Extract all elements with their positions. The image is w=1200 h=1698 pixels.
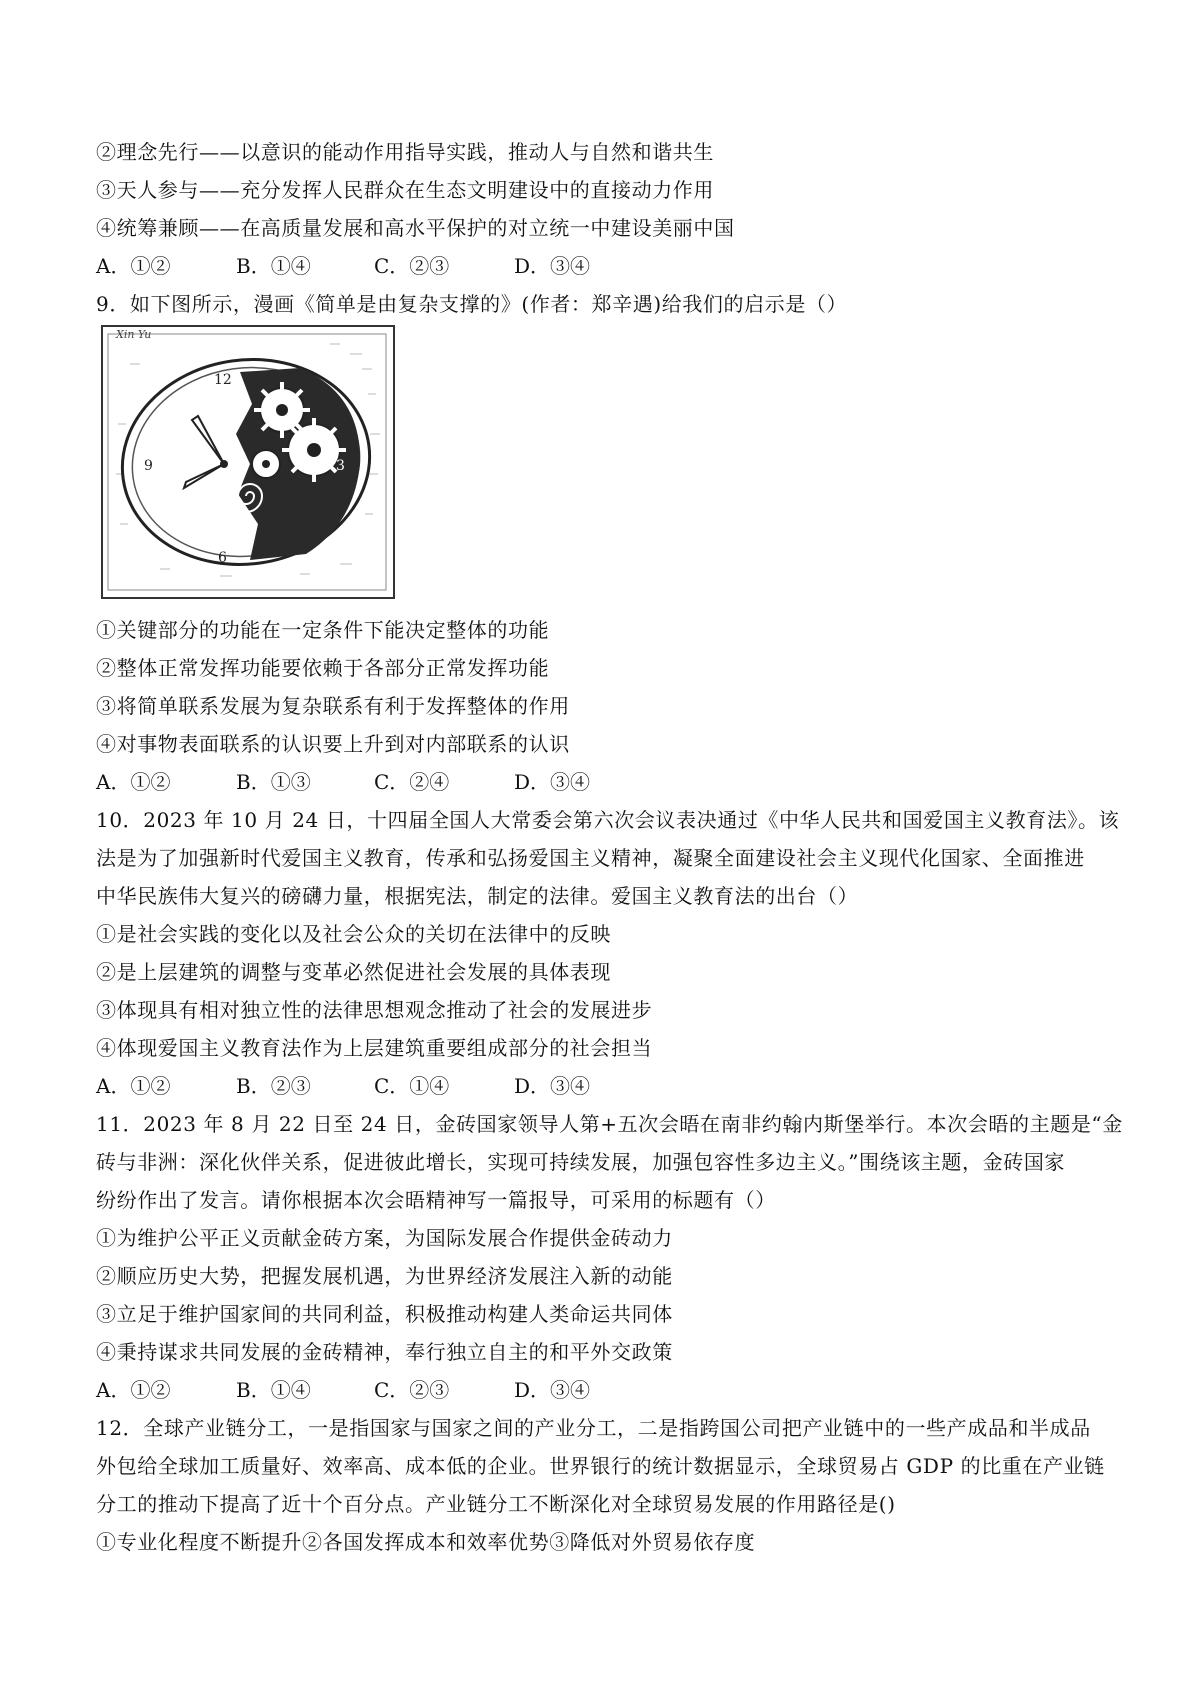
q11-item-4: ④秉持谋求共同发展的金砖精神，奉行独立自主的和平外交政策 [96,1340,673,1364]
clock-numeral-3: 3 [336,458,345,474]
clock-numeral-9: 9 [144,458,153,474]
q11-option-c: C．②③ [374,1378,450,1402]
q12-stem-line-1: 12．全球产业链分工，一是指国家与国家之间的产业分工，二是指跨国公司把产业链中的一些产成品和半成品 [96,1416,1091,1440]
clock-gears-cartoon [100,324,398,602]
q8-item-4: ④统筹兼顾——在高质量发展和高水平保护的对立统一中建设美丽中国 [96,216,735,240]
q10-stem-line-2: 法是为了加强新时代爱国主义教育，传承和弘扬爱国主义精神，凝聚全面建设社会主义现代化国家、全面推进 [96,846,1085,870]
q10-item-2: ②是上层建筑的调整与变革必然促进社会发展的具体表现 [96,960,611,984]
q11-item-1: ①为维护公平正义贡献金砖方案，为国际发展合作提供金砖动力 [96,1226,673,1250]
q11-item-2: ②顺应历史大势，把握发展机遇，为世界经济发展注入新的动能 [96,1264,673,1288]
q10-option-b: B．②③ [236,1074,311,1098]
q9-item-1: ①关键部分的功能在一定条件下能决定整体的功能 [96,618,550,642]
q10-option-a: A．①② [96,1074,171,1098]
q10-stem-line-1: 10．2023 年 10 月 24 日，十四届全国人大常委会第六次会议表决通过《中华人民共和国爱国主义教育法》。该 [96,808,1120,832]
q12-stem-line-2: 外包给全球加工质量好、效率高、成本低的企业。世界银行的统计数据显示，全球贸易占 GDP 的比重在产业链 [96,1454,1105,1478]
clock-cartoon-icon [100,324,398,602]
q10-item-3: ③体现具有相对独立性的法律思想观念推动了社会的发展进步 [96,998,653,1022]
q9-option-d: D．③④ [514,770,591,794]
q11-option-d: D．③④ [514,1378,591,1402]
q11-stem-line-3: 纷纷作出了发言。请你根据本次会晤精神写一篇报导，可采用的标题有（） [96,1188,776,1212]
clock-numeral-6: 6 [218,550,227,566]
clock-numeral-12: 12 [214,372,232,388]
q9-option-c: C．②④ [374,770,450,794]
q11-item-3: ③立足于维护国家间的共同利益，积极推动构建人类命运共同体 [96,1302,673,1326]
q9-item-2: ②整体正常发挥功能要依赖于各部分正常发挥功能 [96,656,550,680]
q9-option-b: B．①③ [236,770,311,794]
q10-item-1: ①是社会实践的变化以及社会公众的关切在法律中的反映 [96,922,611,946]
q8-item-3: ③天人参与——充分发挥人民群众在生态文明建设中的直接动力作用 [96,178,714,202]
q8-option-b: B．①④ [236,254,311,278]
q10-option-d: D．③④ [514,1074,591,1098]
q11-stem-line-1: 11．2023 年 8 月 22 日至 24 日，金砖国家领导人第+五次会晤在南非约翰内斯堡举行。本次会晤的主题是“金 [96,1112,1123,1136]
q8-option-d: D．③④ [514,254,591,278]
q12-items-line-1: ①专业化程度不断提升②各国发挥成本和效率优势③降低对外贸易依存度 [96,1530,756,1554]
q10-item-4: ④体现爱国主义教育法作为上层建筑重要组成部分的社会担当 [96,1036,653,1060]
q8-option-c: C．②③ [374,254,450,278]
q9-item-4: ④对事物表面联系的认识要上升到对内部联系的认识 [96,732,570,756]
q10-option-c: C．①④ [374,1074,450,1098]
q9-stem: 9．如下图所示，漫画《简单是由复杂支撑的》(作者：郑辛遇)给我们的启示是（） [96,292,848,316]
q10-stem-line-3: 中华民族伟大复兴的磅礴力量，根据宪法，制定的法律。爱国主义教育法的出台（） [96,884,859,908]
q12-stem-line-3: 分工的推动下提高了近十个百分点。产业链分工不断深化对全球贸易发展的作用路径是() [96,1492,896,1516]
q11-option-b: B．①④ [236,1378,311,1402]
cartoon-signature: Xin Yu [116,328,152,341]
q11-stem-line-2: 砖与非洲：深化伙伴关系，促进彼此增长，实现可持续发展，加强包容性多边主义。”围绕该主题，金砖国家 [96,1150,1066,1174]
q11-option-a: A．①② [96,1378,171,1402]
q9-option-a: A．①② [96,770,171,794]
q8-item-2: ②理念先行——以意识的能动作用指导实践，推动人与自然和谐共生 [96,140,714,164]
q9-item-3: ③将简单联系发展为复杂联系有利于发挥整体的作用 [96,694,570,718]
q8-option-a: A．①② [96,254,171,278]
